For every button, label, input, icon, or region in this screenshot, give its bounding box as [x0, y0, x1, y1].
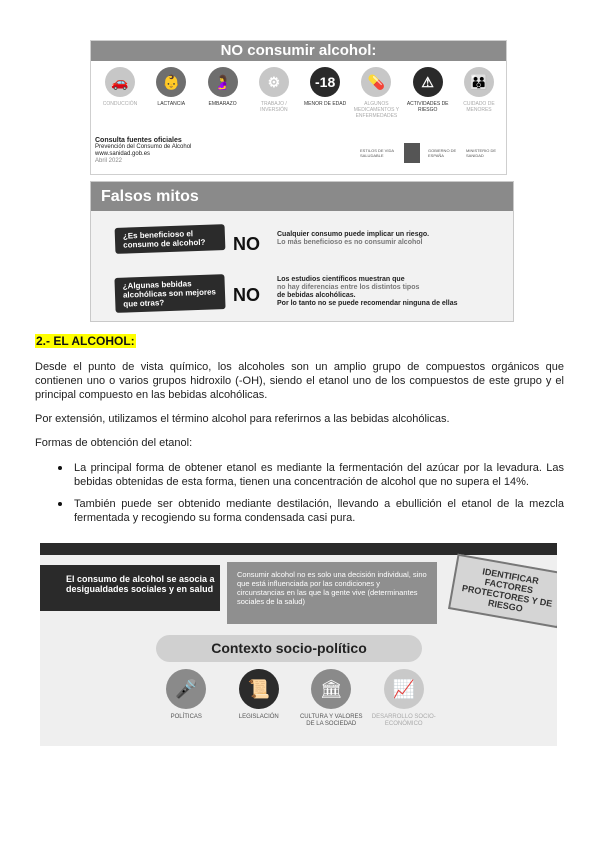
methods-list	[35, 461, 564, 533]
situation-label: LACTANCIA	[157, 101, 186, 107]
growth-chart-icon: 📈	[384, 669, 424, 709]
minor-icon: -18	[310, 67, 340, 97]
determinants-callout: Consumir alcohol no es solo una decisión individual, sino que está influenciada por las condiciones y circunstancias en las que la gente vive (determinantes sociales de la salud)	[227, 562, 437, 624]
risk-factors-badge: IDENTIFICAR FACTORES PROTECTORES Y DE RIESGO	[448, 554, 557, 629]
situation-item	[353, 67, 399, 119]
situation-item	[200, 67, 246, 119]
situation-label: CUIDADO DE MENORES	[463, 101, 495, 113]
machinery-icon: ⚙	[259, 67, 289, 97]
spain-crest-icon	[404, 143, 420, 163]
myth-answer-sub: no hay diferencias entre los distintos tipos	[277, 284, 420, 291]
situation-label: ALGUNOS MEDICAMENTOS Y ENFERMEDADES	[353, 101, 400, 119]
myth-answer	[277, 231, 429, 247]
situation-label: EMBARAZO	[208, 101, 237, 107]
myth-item	[91, 270, 513, 320]
situation-label: ACTIVIDADES DE RIESGO	[406, 101, 449, 113]
myth-no-label: NO	[233, 234, 260, 254]
sources-line: Prevención del Consumo de Alcohol	[95, 144, 192, 150]
situation-item	[405, 67, 451, 119]
context-label: LEGISLACIÓN	[238, 714, 279, 720]
institution-icon: 🏛	[311, 669, 351, 709]
care-minors-icon: 👪	[464, 67, 494, 97]
myth-answer-line: Por lo tanto no se puede recomendar ninguna de ellas	[277, 300, 458, 307]
myth-question: ¿Algunas bebidas alcohólicas son mejores que otras?	[114, 274, 225, 313]
situation-item	[148, 67, 194, 119]
context-label: DESARROLLO SOCIO-ECONÓMICO	[371, 714, 436, 727]
paragraph-definition: Desde el punto de vista químico, los alcoholes son un amplio grupo de compuestos orgánicos que contienen uno o varios grupos hidroxilo (-OH), siendo el etanol uno de los compuestos de este grupo y el principal compuesto en las bebidas alcohólicas.	[35, 361, 564, 401]
situation-item	[456, 67, 502, 119]
myth-no-label: NO	[233, 285, 260, 305]
context-label: CULTURA Y VALORES DE LA SOCIEDAD	[299, 714, 363, 727]
sources-date: Abril 2022	[95, 158, 123, 164]
myth-item	[91, 222, 513, 272]
myth-question: ¿Es beneficioso el consumo de alcohol?	[115, 224, 226, 254]
bullet-icon	[58, 502, 62, 506]
logos	[360, 143, 496, 163]
context-item	[295, 669, 368, 728]
section-title: 2.- EL ALCOHOL:	[36, 334, 135, 348]
government-logo: GOBIERNO DE ESPAÑA	[428, 148, 457, 158]
pregnant-icon: 🤰	[208, 67, 238, 97]
situation-label: CONDUCCIÓN	[102, 101, 138, 107]
sources-heading: Consulta fuentes oficiales	[95, 137, 182, 144]
context-title: Contexto socio-político	[156, 635, 422, 662]
situation-label: MENOR DE EDAD	[304, 101, 347, 107]
context-item	[150, 669, 223, 728]
myth-answer-sub: Lo más beneficioso es no consumir alcohol	[277, 239, 423, 246]
infographic-top-bar	[40, 543, 557, 555]
baby-icon: 👶	[156, 67, 186, 97]
myths-heading: Falsos mitos	[91, 182, 513, 211]
sources-url: www.sanidad.gob.es	[95, 151, 151, 157]
myth-answer-line: Cualquier consumo puede implicar un riesgo.	[277, 231, 430, 238]
medication-icon: 💊	[361, 67, 391, 97]
official-sources	[95, 137, 191, 165]
myth-answer	[277, 276, 457, 308]
situation-label: TRABAJO / INVERSIÓN	[260, 101, 288, 113]
bullet-icon	[58, 466, 62, 470]
socio-political-infographic	[40, 543, 557, 746]
list-item	[35, 497, 564, 525]
podium-icon: 🎤	[166, 669, 206, 709]
context-label: POLÍTICAS	[170, 714, 202, 720]
healthy-lifestyle-logo: ESTILOS DE VIDA SALUDABLE	[360, 148, 394, 158]
list-item-text: También puede ser obtenido mediante destilación, llevando a ebullición el etanol de la mezcla fermentada y recogiendo su forma condensada casi pura.	[74, 498, 564, 524]
paragraph-methods-intro: Formas de obtención del etanol:	[35, 437, 193, 449]
false-myths-infographic	[90, 181, 514, 322]
car-icon: 🚗	[105, 67, 135, 97]
list-item	[35, 461, 564, 489]
inequality-callout: El consumo de alcohol se asocia a desigualdades sociales y en salud	[40, 565, 220, 611]
infographic-banner: NO consumir alcohol:	[91, 41, 506, 61]
document-icon: 📜	[239, 669, 279, 709]
situation-item	[302, 67, 348, 119]
risk-activity-icon: ⚠	[413, 67, 443, 97]
context-item	[223, 669, 296, 728]
no-alcohol-infographic	[90, 40, 507, 175]
paragraph-extension: Por extensión, utilizamos el término alcohol para referirnos a las bebidas alcohólicas.	[35, 413, 450, 425]
context-icons	[150, 669, 440, 728]
list-item-text: La principal forma de obtener etanol es mediante la fermentación del azúcar por la levadura. Las bebidas obtenidas de esta forma, tienen una concentración de alcohol que no supera el 14%.	[74, 462, 564, 488]
ministry-logo: MINISTERIO DE SANIDAD	[466, 148, 497, 158]
situation-item	[251, 67, 297, 119]
myth-answer-line: de bebidas alcohólicas.	[277, 292, 356, 299]
situation-icons	[97, 67, 502, 119]
myth-answer-line: Los estudios científicos muestran que	[277, 276, 405, 283]
situation-item	[97, 67, 143, 119]
context-item	[368, 669, 441, 728]
